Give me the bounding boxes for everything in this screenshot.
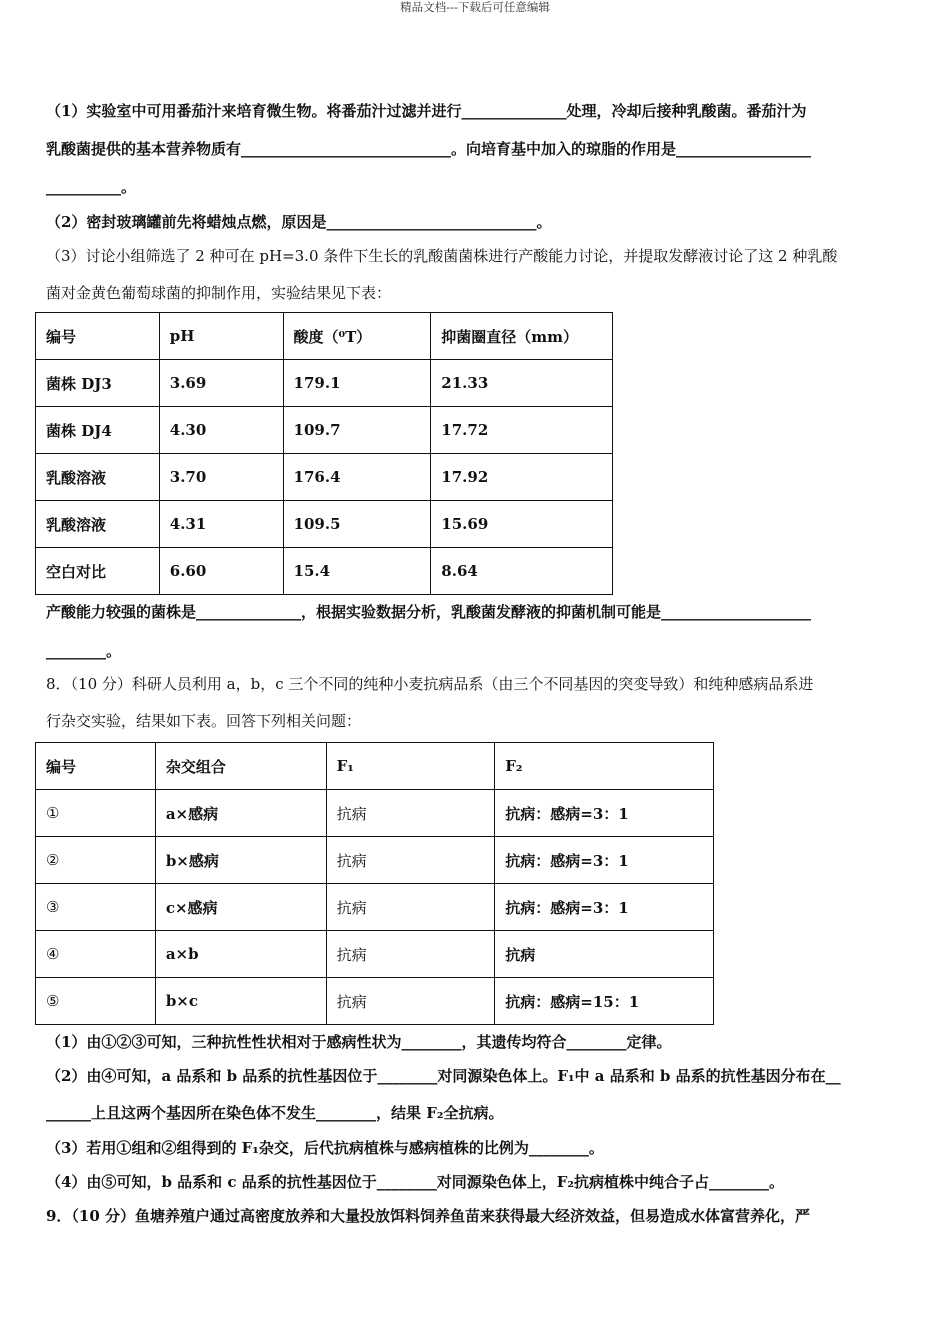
table-cell: 乳酸溶液 xyxy=(36,454,160,501)
table-cell: 抗病：感病=3：1 xyxy=(495,884,714,931)
table-row xyxy=(36,837,714,884)
table-cell: 176.4 xyxy=(283,454,431,501)
table-cell: ② xyxy=(36,837,156,884)
table-cell: c×感病 xyxy=(155,884,326,931)
q7-after-line2: ________。 xyxy=(46,642,122,660)
table-cell: 抗病 xyxy=(326,931,495,978)
header-cell: F₂ xyxy=(495,743,714,790)
q7-part3-line1: （3）讨论小组筛选了 2 种可在 pH=3.0 条件下生长的乳酸菌菌株进行产酸能力讨论，并提取发酵液讨论了这 2 种乳酸 xyxy=(46,247,838,265)
table-cell: 抗病：感病=15：1 xyxy=(495,978,714,1025)
table-cell: 抗病 xyxy=(326,884,495,931)
header-cell: 编号 xyxy=(36,313,160,360)
table-cell: 21.33 xyxy=(431,360,613,407)
table-cell: 抗病：感病=3：1 xyxy=(495,790,714,837)
table-cell: 菌株 DJ3 xyxy=(36,360,160,407)
table-cell: 空白对比 xyxy=(36,548,160,595)
q7-after-line1: 产酸能力较强的菌株是______________，根据实验数据分析，乳酸菌发酵液的抑菌机制可能是____________________ xyxy=(46,603,812,621)
table-row xyxy=(36,978,714,1025)
table-cell: b×c xyxy=(155,978,326,1025)
table-cell: 抗病 xyxy=(495,931,714,978)
table-row xyxy=(36,501,613,548)
table-cell: b×感病 xyxy=(155,837,326,884)
table-cell: ⑤ xyxy=(36,978,156,1025)
table-cell: 抗病 xyxy=(326,790,495,837)
q8-sub1: （1）由①②③可知，三种抗性性状相对于感病性状为________，其遗传均符合________定律。 xyxy=(46,1033,672,1051)
table-cell: 乳酸溶液 xyxy=(36,501,160,548)
header-cell: 抑菌圈直径（mm） xyxy=(431,313,613,360)
page-header: 精品文档---下载后可任意编辑 xyxy=(400,0,550,14)
table-cell: 17.72 xyxy=(431,407,613,454)
table-cell: 15.69 xyxy=(431,501,613,548)
table-cell: 6.60 xyxy=(159,548,283,595)
table-cell: 4.30 xyxy=(159,407,283,454)
table-cell: 抗病：感病=3：1 xyxy=(495,837,714,884)
q8-intro-line1: 8．（10 分）科研人员利用 a，b，c 三个不同的纯种小麦抗病品系（由三个不同基因的突变导致）和纯种感病品系进 xyxy=(46,675,814,693)
table-cell: 抗病 xyxy=(326,978,495,1025)
table-cell: ① xyxy=(36,790,156,837)
header-cell: F₁ xyxy=(326,743,495,790)
table-row xyxy=(36,360,613,407)
table-cell: ④ xyxy=(36,931,156,978)
q7-part1-line2: 乳酸菌提供的基本营养物质有____________________________。向培育基中加入的琼脂的作用是__________________ xyxy=(46,140,812,158)
table-cell: 抗病 xyxy=(326,837,495,884)
table-row xyxy=(36,884,714,931)
table-cell: 109.5 xyxy=(283,501,431,548)
table-cell: 8.64 xyxy=(431,548,613,595)
table-cell: a×感病 xyxy=(155,790,326,837)
header-cell: pH xyxy=(159,313,283,360)
table-cell: 4.31 xyxy=(159,501,283,548)
table-row xyxy=(36,407,613,454)
table-cell: 179.1 xyxy=(283,360,431,407)
q8-sub4: （4）由⑤可知，b 品系和 c 品系的抗性基因位于________对同源染色体上，F₂抗病植株中纯合子占________。 xyxy=(46,1173,784,1191)
table-row xyxy=(36,454,613,501)
q7-results-table xyxy=(35,312,613,595)
q8-cross-table xyxy=(35,742,714,1025)
table-cell: 3.69 xyxy=(159,360,283,407)
table-cell: 17.92 xyxy=(431,454,613,501)
q8-sub3: （3）若用①组和②组得到的 F₁杂交，后代抗病植株与感病植株的比例为________。 xyxy=(46,1139,604,1157)
q9-intro-line1: 9．（10 分）鱼塘养殖户通过高密度放养和大量投放饵料饲养鱼苗来获得最大经济效益，但易造成水体富营养化，严 xyxy=(46,1207,811,1225)
table-cell: 109.7 xyxy=(283,407,431,454)
q7-part2: （2）密封玻璃罐前先将蜡烛点燃，原因是____________________________。 xyxy=(46,213,552,231)
q8-sub2-line2: ______上且这两个基因所在染色体不发生________，结果 F₂全抗病。 xyxy=(46,1104,504,1122)
q7-part1-line1: （1）实验室中可用番茄汁来培育微生物。将番茄汁过滤并进行______________处理，冷却后接种乳酸菌。番茄汁为 xyxy=(46,102,807,120)
table-header-row xyxy=(36,313,613,360)
table-cell: 15.4 xyxy=(283,548,431,595)
header-cell: 编号 xyxy=(36,743,156,790)
table-row xyxy=(36,548,613,595)
header-cell: 酸度（⁰T） xyxy=(283,313,431,360)
header-cell: 杂交组合 xyxy=(155,743,326,790)
table-cell: ③ xyxy=(36,884,156,931)
table-header-row xyxy=(36,743,714,790)
q7-part1-line3: __________。 xyxy=(46,178,137,196)
table-cell: a×b xyxy=(155,931,326,978)
q8-sub2-line1: （2）由④可知，a 品系和 b 品系的抗性基因位于________对同源染色体上。F₁中 a 品系和 b 品系的抗性基因分布在__ xyxy=(46,1067,841,1085)
q7-part3-line2: 菌对金黄色葡萄球菌的抑制作用，实验结果见下表： xyxy=(46,284,392,302)
table-cell: 3.70 xyxy=(159,454,283,501)
q8-intro-line2: 行杂交实验，结果如下表。回答下列相关问题： xyxy=(46,712,362,730)
table-cell: 菌株 DJ4 xyxy=(36,407,160,454)
table-row xyxy=(36,790,714,837)
table-row xyxy=(36,931,714,978)
